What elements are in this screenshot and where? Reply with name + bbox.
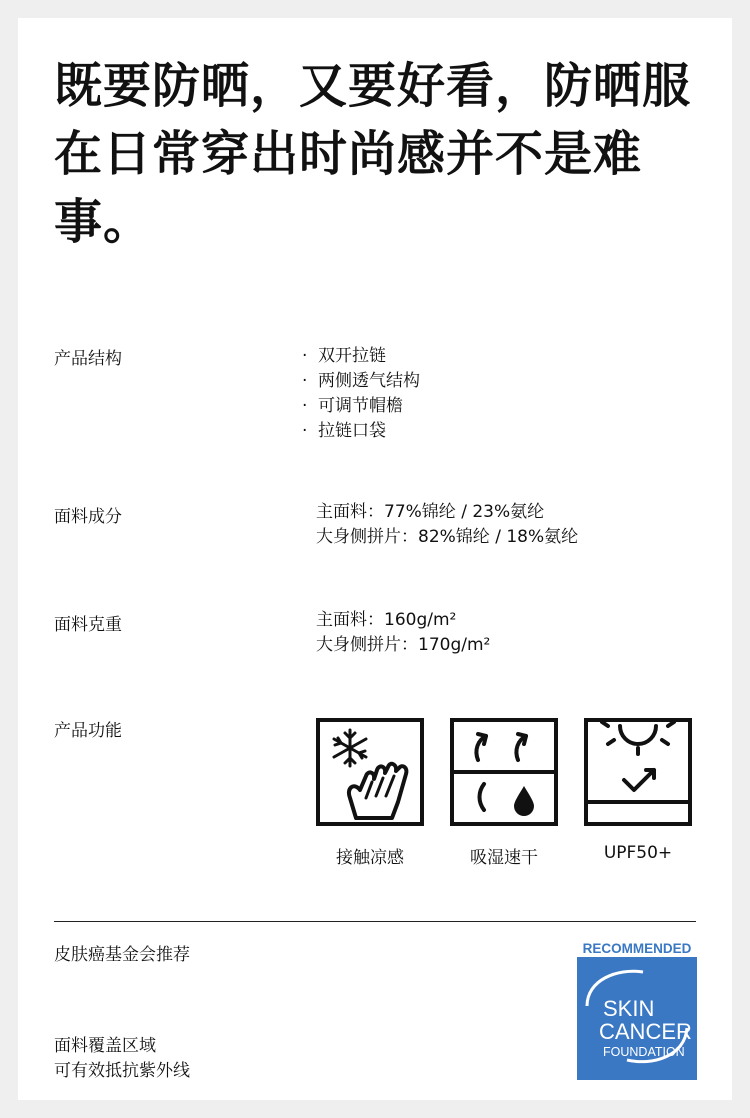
list-item-text: 拉链口袋 bbox=[318, 421, 386, 441]
list-item bbox=[300, 369, 420, 394]
list-item bbox=[300, 344, 420, 369]
fabric-line-main: 主面料：77%锦纶 / 23%氨纶 bbox=[316, 502, 545, 522]
functions-label: 产品功能 bbox=[54, 721, 122, 741]
content-card bbox=[18, 18, 732, 1100]
weight-label: 面料克重 bbox=[54, 615, 122, 635]
function-label-upf: UPF50+ bbox=[603, 843, 673, 863]
fabric-values bbox=[316, 500, 578, 550]
recommend-label: 皮肤癌基金会推荐 bbox=[54, 945, 190, 965]
badge-foundation-text: FOUNDATION bbox=[603, 1045, 685, 1059]
list-item-text: 两侧透气结构 bbox=[318, 371, 420, 391]
bullet: · bbox=[302, 396, 308, 416]
bullet: · bbox=[302, 371, 308, 391]
skin-cancer-foundation-badge bbox=[577, 940, 697, 1080]
badge-skin-text: SKIN bbox=[603, 996, 655, 1021]
list-item-text: 可调节帽檐 bbox=[318, 396, 403, 416]
moisture-wicking-icon bbox=[450, 718, 558, 826]
function-label-quickdry: 吸湿速干 bbox=[470, 848, 538, 868]
structure-list bbox=[300, 344, 420, 444]
bullet: · bbox=[302, 346, 308, 366]
snowflake-hand-icon bbox=[316, 718, 424, 826]
function-label-cooling: 接触凉感 bbox=[336, 848, 404, 868]
badge-recommended-text: RECOMMENDED bbox=[582, 941, 692, 956]
section-divider bbox=[54, 921, 696, 922]
bullet: · bbox=[302, 421, 308, 441]
list-item bbox=[300, 419, 420, 444]
coverage-line-2: 可有效抵抗紫外线 bbox=[54, 1061, 190, 1081]
sun-uv-icon bbox=[584, 718, 692, 826]
list-item bbox=[300, 394, 420, 419]
badge-cancer-text: CANCER bbox=[599, 1019, 692, 1044]
fabric-line-side: 大身侧拼片：82%锦纶 / 18%氨纶 bbox=[316, 527, 579, 547]
coverage-line-1: 面料覆盖区域 bbox=[54, 1036, 156, 1056]
structure-label: 产品结构 bbox=[54, 349, 122, 369]
weight-values bbox=[316, 608, 490, 658]
page-headline: 既要防晒，又要好看，防晒服在日常穿出时尚感并不是难事。 bbox=[54, 58, 692, 250]
fabric-label: 面料成分 bbox=[54, 507, 122, 527]
weight-line-main: 主面料：160g/m² bbox=[316, 610, 457, 630]
list-item-text: 双开拉链 bbox=[318, 346, 386, 366]
coverage-text bbox=[54, 1034, 190, 1084]
weight-line-side: 大身侧拼片：170g/m² bbox=[316, 635, 491, 655]
